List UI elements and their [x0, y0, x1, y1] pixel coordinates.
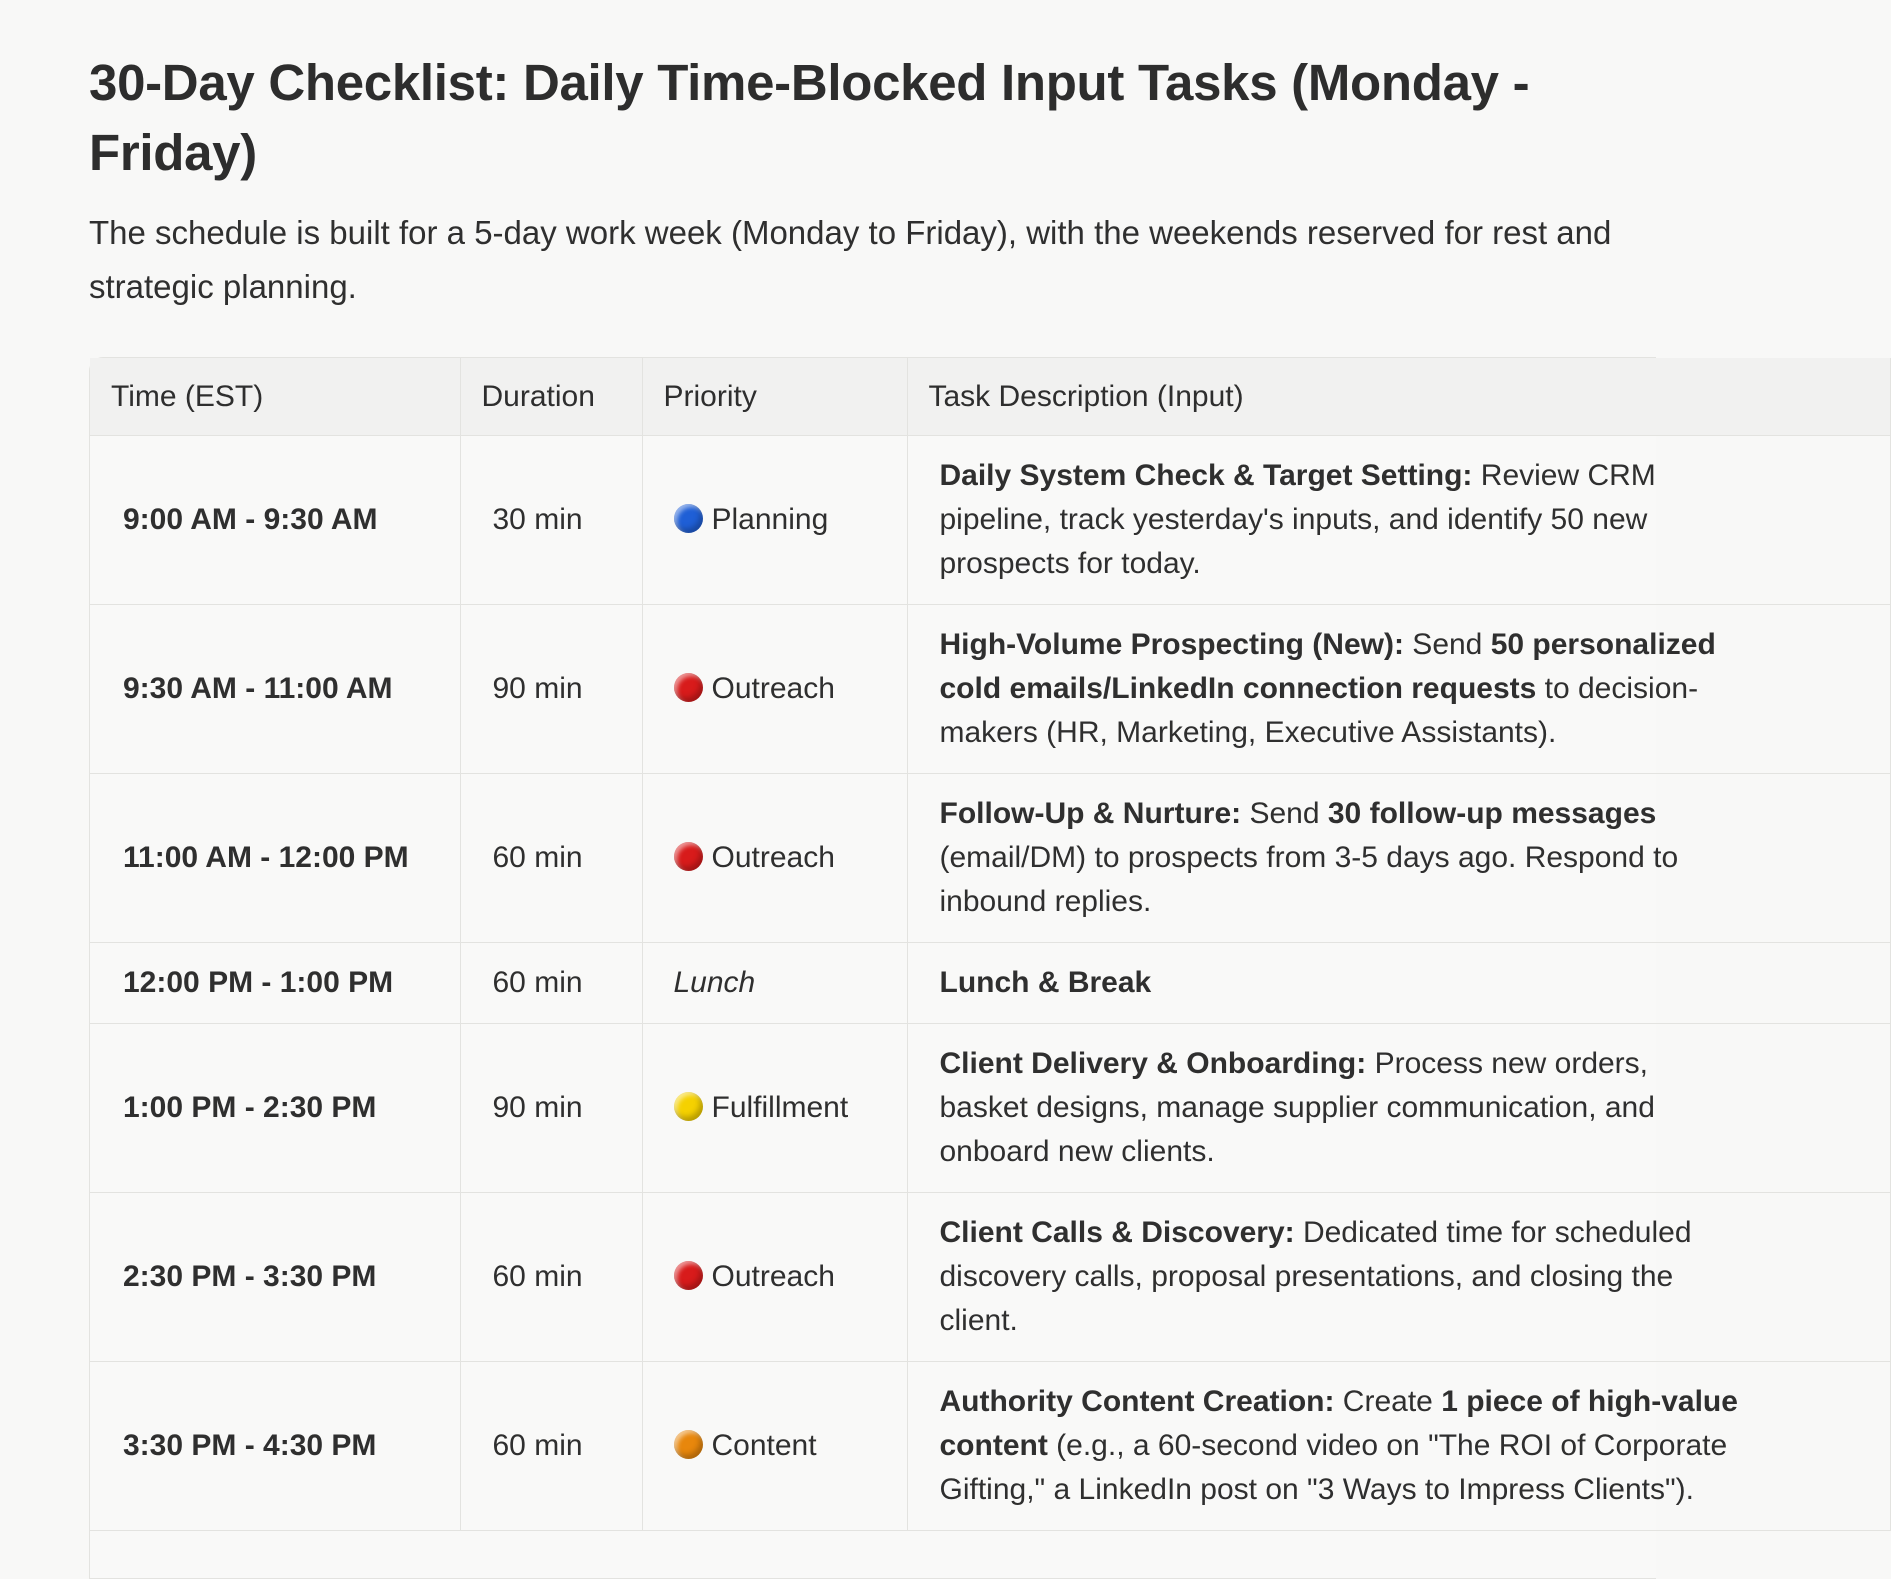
- header-duration: Duration: [460, 358, 642, 436]
- task-bold-text: Authority Content Creation:: [939, 1385, 1335, 1418]
- schedule-table: [90, 358, 1891, 1531]
- task-text: prospects for today.: [939, 547, 1201, 580]
- header-priority: Priority: [642, 358, 907, 436]
- priority-label: Outreach: [711, 1260, 835, 1293]
- task-bold-text: Lunch & Break: [939, 966, 1152, 999]
- task-text: inbound replies.: [939, 885, 1152, 918]
- priority-dot-icon: [674, 1092, 703, 1121]
- time-cell: 11:00 AM - 12:00 PM: [90, 774, 460, 943]
- duration-cell: 60 min: [460, 943, 642, 1024]
- task-description-line: [940, 1130, 1890, 1174]
- priority-label: Outreach: [711, 841, 835, 874]
- task-bold-text: Follow-Up & Nurture:: [939, 797, 1242, 830]
- task-description-cell: [907, 1362, 1890, 1531]
- task-text: Gifting," a LinkedIn post on "3 Ways to Impress Clients").: [939, 1473, 1694, 1506]
- task-text: client.: [939, 1304, 1018, 1337]
- task-description-line: [940, 1042, 1890, 1086]
- priority-dot-icon: [674, 1430, 703, 1459]
- task-text: Send: [1241, 797, 1328, 830]
- duration-cell: 60 min: [460, 774, 642, 943]
- priority-dot-icon: [674, 842, 703, 871]
- priority-label: Lunch: [673, 966, 756, 999]
- page-title: 30-Day Checklist: Daily Time-Blocked Input Tasks (Monday - Friday): [89, 54, 1530, 181]
- task-text: pipeline, track yesterday's inputs, and identify 50 new: [939, 503, 1648, 536]
- priority-label: Planning: [711, 503, 829, 536]
- task-text: (e.g., a 60-second video on "The ROI of Corporate: [1047, 1429, 1728, 1462]
- task-description-line: [940, 836, 1890, 880]
- table-row: [90, 774, 1890, 943]
- task-description-line: [940, 880, 1890, 924]
- priority-cell: [642, 1362, 907, 1531]
- task-bold-text: 50 personalized: [1490, 628, 1716, 661]
- table-row: [90, 1193, 1890, 1362]
- task-description-line: [940, 498, 1890, 542]
- duration-cell: 30 min: [460, 436, 642, 605]
- task-description-cell: [907, 1193, 1890, 1362]
- task-description-cell: [907, 605, 1890, 774]
- time-cell: 9:30 AM - 11:00 AM: [90, 605, 460, 774]
- task-text: Process new orders,: [1366, 1047, 1649, 1080]
- priority-dot-icon: [674, 504, 703, 533]
- task-text: Send: [1403, 628, 1491, 661]
- table-body: [90, 436, 1890, 1531]
- time-cell: 2:30 PM - 3:30 PM: [90, 1193, 460, 1362]
- priority-cell: [642, 436, 907, 605]
- task-description-line: [940, 454, 1890, 498]
- task-description-line: [940, 1086, 1890, 1130]
- duration-cell: 90 min: [460, 605, 642, 774]
- priority-dot-icon: [674, 673, 703, 702]
- task-description-line: [940, 961, 1890, 1005]
- duration-cell: 60 min: [460, 1193, 642, 1362]
- duration-cell: 90 min: [460, 1024, 642, 1193]
- task-description-line: [940, 542, 1890, 586]
- task-bold-text: cold emails/LinkedIn connection requests: [939, 672, 1537, 705]
- header-task-description: Task Description (Input): [907, 358, 1890, 436]
- task-description-line: [940, 1211, 1890, 1255]
- priority-label: Fulfillment: [711, 1091, 849, 1124]
- task-description-line: [940, 792, 1890, 836]
- task-description-line: [940, 623, 1890, 667]
- priority-cell: [642, 1193, 907, 1362]
- task-text: to decision-: [1536, 672, 1699, 705]
- task-description-cell: [907, 774, 1890, 943]
- task-text: makers (HR, Marketing, Executive Assistants).: [939, 716, 1557, 749]
- task-description-line: [940, 667, 1890, 711]
- task-text: (email/DM) to prospects from 3-5 days ago. Respond to: [939, 841, 1679, 874]
- priority-label: Outreach: [711, 672, 835, 705]
- task-description-line: [940, 1299, 1890, 1343]
- table-row: [90, 943, 1890, 1024]
- task-text: Dedicated time for scheduled: [1294, 1216, 1692, 1249]
- priority-cell: [642, 1024, 907, 1193]
- time-cell: 1:00 PM - 2:30 PM: [90, 1024, 460, 1193]
- task-description-line: [940, 1255, 1890, 1299]
- task-description-line: [940, 711, 1890, 755]
- task-description-cell: [907, 436, 1890, 605]
- task-bold-text: Client Calls & Discovery:: [939, 1216, 1295, 1249]
- task-bold-text: content: [939, 1429, 1048, 1462]
- time-cell: 9:00 AM - 9:30 AM: [90, 436, 460, 605]
- task-description-line: [940, 1380, 1890, 1424]
- task-text: Review CRM: [1472, 459, 1656, 492]
- task-description-line: [940, 1424, 1890, 1468]
- task-bold-text: High-Volume Prospecting (New):: [939, 628, 1404, 661]
- intro-paragraph: The schedule is built for a 5-day work week (Monday to Friday), with the weekends reserved for rest and strategic planning.: [89, 214, 1612, 305]
- table-header-row: [90, 358, 1890, 436]
- table-row: [90, 1362, 1890, 1531]
- time-cell: 12:00 PM - 1:00 PM: [90, 943, 460, 1024]
- task-bold-text: Client Delivery & Onboarding:: [939, 1047, 1367, 1080]
- duration-cell: 60 min: [460, 1362, 642, 1531]
- schedule-table-container[interactable]: [89, 357, 1738, 1579]
- task-description-cell: [907, 943, 1890, 1024]
- table-row: [90, 1024, 1890, 1193]
- task-bold-text: 1 piece of high-value: [1441, 1385, 1738, 1418]
- task-description-cell: [907, 1024, 1890, 1193]
- time-cell: 3:30 PM - 4:30 PM: [90, 1362, 460, 1531]
- priority-cell: [642, 774, 907, 943]
- task-bold-text: 30 follow-up messages: [1327, 797, 1657, 830]
- priority-label: Content: [711, 1429, 817, 1462]
- task-text: discovery calls, proposal presentations, and closing the: [939, 1260, 1674, 1293]
- header-time: Time (EST): [90, 358, 460, 436]
- task-text: basket designs, manage supplier communication, and: [939, 1091, 1655, 1124]
- task-bold-text: Daily System Check & Target Setting:: [939, 459, 1473, 492]
- table-row: [90, 605, 1890, 774]
- table-row: [90, 436, 1890, 605]
- priority-cell: [642, 605, 907, 774]
- task-text: onboard new clients.: [939, 1135, 1215, 1168]
- task-text: Create: [1334, 1385, 1442, 1418]
- priority-cell: [642, 943, 907, 1024]
- task-description-line: [940, 1468, 1890, 1512]
- priority-dot-icon: [674, 1261, 703, 1290]
